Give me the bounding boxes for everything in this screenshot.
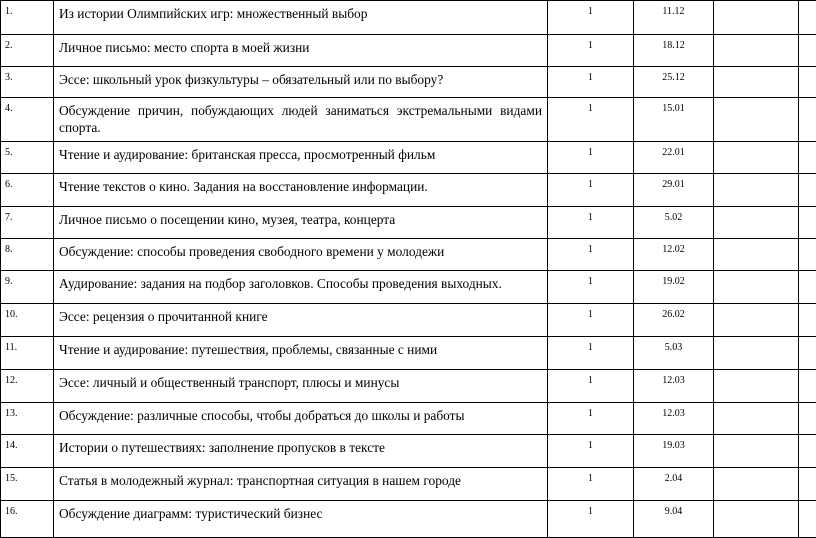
row-number: 4. <box>1 98 54 142</box>
empty-cell <box>714 207 799 239</box>
date-value: 18.12 <box>634 40 713 51</box>
hours-cell <box>548 403 634 435</box>
date-value: 11.12 <box>634 6 713 17</box>
table-row <box>1 1 816 35</box>
hours-value: 1 <box>548 244 633 255</box>
date-cell <box>634 435 714 468</box>
empty-cell <box>799 67 816 98</box>
date-cell <box>634 403 714 435</box>
hours-value: 1 <box>548 212 633 223</box>
hours-cell <box>548 468 634 501</box>
row-number: 10. <box>1 304 54 337</box>
date-cell <box>634 142 714 174</box>
hours-cell <box>548 98 634 142</box>
empty-cell <box>714 370 799 403</box>
date-cell <box>634 271 714 304</box>
lesson-topic: Личное письмо: место спорта в моей жизни <box>54 35 548 67</box>
lesson-topic: Эссе: личный и общественный транспорт, плюсы и минусы <box>54 370 548 403</box>
empty-cell <box>799 435 816 468</box>
lesson-topic: Эссе: школьный урок физкультуры – обязательный или по выбору? <box>54 67 548 98</box>
hours-cell <box>548 370 634 403</box>
date-value: 19.03 <box>634 440 713 451</box>
hours-value: 1 <box>548 72 633 83</box>
hours-cell <box>548 174 634 207</box>
empty-cell <box>714 468 799 501</box>
date-value: 12.02 <box>634 244 713 255</box>
date-value: 12.03 <box>634 408 713 419</box>
hours-cell <box>548 35 634 67</box>
hours-value: 1 <box>548 103 633 114</box>
table-row <box>1 98 816 142</box>
table-row <box>1 468 816 501</box>
row-number: 2. <box>1 35 54 67</box>
empty-cell <box>714 142 799 174</box>
hours-value: 1 <box>548 309 633 320</box>
date-value: 5.03 <box>634 342 713 353</box>
empty-cell <box>799 1 816 35</box>
lesson-topic: Из истории Олимпийских игр: множественный выбор <box>54 1 548 35</box>
date-cell <box>634 174 714 207</box>
lesson-topic: Обсуждение причин, побуждающих людей заниматься экстремальными видами спорта. <box>54 98 548 142</box>
table-row <box>1 142 816 174</box>
table-row <box>1 174 816 207</box>
date-value: 5.02 <box>634 212 713 223</box>
table-row <box>1 435 816 468</box>
empty-cell <box>714 403 799 435</box>
date-cell <box>634 239 714 271</box>
date-cell <box>634 501 714 538</box>
date-value: 26.02 <box>634 309 713 320</box>
empty-cell <box>714 98 799 142</box>
date-cell <box>634 370 714 403</box>
table-row <box>1 501 816 538</box>
empty-cell <box>799 468 816 501</box>
hours-cell <box>548 142 634 174</box>
row-number: 13. <box>1 403 54 435</box>
date-cell <box>634 98 714 142</box>
lesson-topic: Статья в молодежный журнал: транспортная ситуация в нашем городе <box>54 468 548 501</box>
date-cell <box>634 1 714 35</box>
table-row <box>1 337 816 370</box>
empty-cell <box>799 239 816 271</box>
empty-cell <box>799 501 816 538</box>
hours-cell <box>548 501 634 538</box>
empty-cell <box>714 1 799 35</box>
row-number: 9. <box>1 271 54 304</box>
date-value: 29.01 <box>634 179 713 190</box>
hours-cell <box>548 337 634 370</box>
table-row <box>1 304 816 337</box>
row-number: 5. <box>1 142 54 174</box>
date-cell <box>634 304 714 337</box>
date-value: 15.01 <box>634 103 713 114</box>
empty-cell <box>799 370 816 403</box>
hours-value: 1 <box>548 440 633 451</box>
row-number: 12. <box>1 370 54 403</box>
hours-cell <box>548 207 634 239</box>
hours-value: 1 <box>548 408 633 419</box>
empty-cell <box>799 403 816 435</box>
row-number: 11. <box>1 337 54 370</box>
date-cell <box>634 468 714 501</box>
table-row <box>1 35 816 67</box>
lesson-topic: Эссе: рецензия о прочитанной книге <box>54 304 548 337</box>
lesson-topic: Аудирование: задания на подбор заголовков. Способы проведения выходных. <box>54 271 548 304</box>
lesson-topic: Чтение и аудирование: путешествия, проблемы, связанные с ними <box>54 337 548 370</box>
date-cell <box>634 35 714 67</box>
empty-cell <box>799 142 816 174</box>
empty-cell <box>714 239 799 271</box>
hours-value: 1 <box>548 506 633 517</box>
lesson-topic: Обсуждение: различные способы, чтобы добраться до школы и работы <box>54 403 548 435</box>
row-number: 16. <box>1 501 54 538</box>
hours-cell <box>548 435 634 468</box>
hours-value: 1 <box>548 179 633 190</box>
table-row <box>1 67 816 98</box>
empty-cell <box>799 174 816 207</box>
empty-cell <box>714 271 799 304</box>
hours-value: 1 <box>548 375 633 386</box>
hours-cell <box>548 67 634 98</box>
empty-cell <box>714 501 799 538</box>
date-value: 9.04 <box>634 506 713 517</box>
row-number: 14. <box>1 435 54 468</box>
hours-value: 1 <box>548 6 633 17</box>
row-number: 1. <box>1 1 54 35</box>
lesson-topic: Чтение и аудирование: британская пресса, просмотренный фильм <box>54 142 548 174</box>
empty-cell <box>799 304 816 337</box>
date-cell <box>634 207 714 239</box>
lesson-topic: Истории о путешествиях: заполнение пропусков в тексте <box>54 435 548 468</box>
empty-cell <box>714 174 799 207</box>
table-row <box>1 239 816 271</box>
table-row <box>1 271 816 304</box>
table-row <box>1 370 816 403</box>
empty-cell <box>714 337 799 370</box>
hours-cell <box>548 1 634 35</box>
date-cell <box>634 67 714 98</box>
empty-cell <box>714 35 799 67</box>
date-value: 19.02 <box>634 276 713 287</box>
date-value: 12.03 <box>634 375 713 386</box>
empty-cell <box>714 304 799 337</box>
date-value: 2.04 <box>634 473 713 484</box>
row-number: 7. <box>1 207 54 239</box>
hours-value: 1 <box>548 342 633 353</box>
hours-value: 1 <box>548 40 633 51</box>
empty-cell <box>714 435 799 468</box>
hours-value: 1 <box>548 276 633 287</box>
date-cell <box>634 337 714 370</box>
empty-cell <box>799 271 816 304</box>
lesson-topic: Обсуждение диаграмм: туристический бизнес <box>54 501 548 538</box>
row-number: 15. <box>1 468 54 501</box>
table-row <box>1 207 816 239</box>
empty-cell <box>799 35 816 67</box>
row-number: 3. <box>1 67 54 98</box>
row-number: 6. <box>1 174 54 207</box>
empty-cell <box>799 207 816 239</box>
lesson-topic: Обсуждение: способы проведения свободного времени у молодежи <box>54 239 548 271</box>
hours-value: 1 <box>548 147 633 158</box>
hours-cell <box>548 304 634 337</box>
lesson-topic: Чтение текстов о кино. Задания на восстановление информации. <box>54 174 548 207</box>
date-value: 25.12 <box>634 72 713 83</box>
row-number: 8. <box>1 239 54 271</box>
lesson-topic: Личное письмо о посещении кино, музея, театра, концерта <box>54 207 548 239</box>
empty-cell <box>799 98 816 142</box>
empty-cell <box>799 337 816 370</box>
table-row <box>1 403 816 435</box>
hours-cell <box>548 239 634 271</box>
hours-value: 1 <box>548 473 633 484</box>
date-value: 22.01 <box>634 147 713 158</box>
hours-cell <box>548 271 634 304</box>
empty-cell <box>714 67 799 98</box>
